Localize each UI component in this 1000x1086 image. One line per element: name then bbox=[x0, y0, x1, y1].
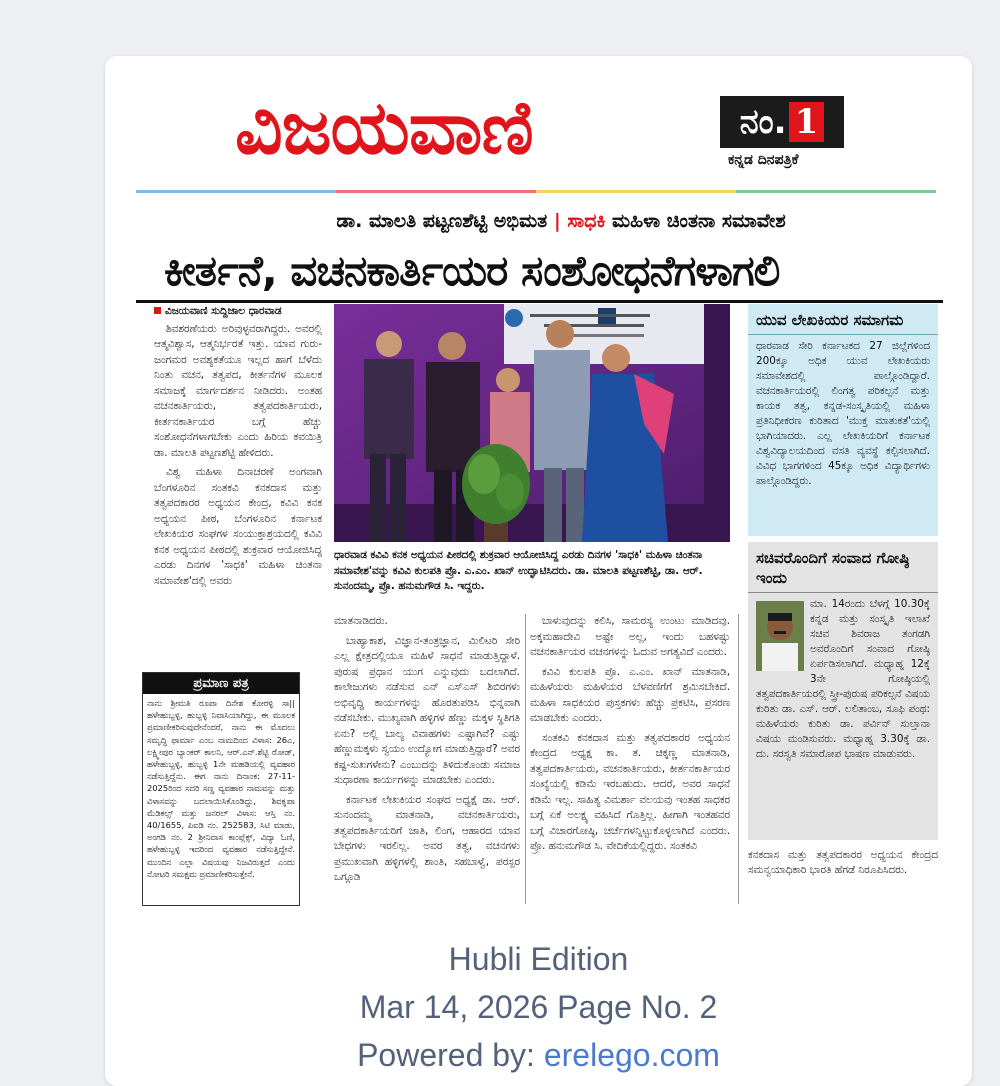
affidavit-title: ಪ್ರಮಾಣ ಪತ್ರ bbox=[143, 673, 299, 694]
badge-subtitle: ಕನ್ನಡ ದಿನಪತ್ರಿಕೆ bbox=[728, 152, 799, 168]
article-column-2 bbox=[334, 614, 520, 904]
photo-caption: ಧಾರವಾಡ ಕವಿವಿ ಕನಕ ಅಧ್ಯಯನ ಪೀಠದಲ್ಲಿ ಶುಕ್ರವಾರ ಆಯೋಜಿಸಿದ್ದ ಎರಡು ದಿನಗಳ 'ಸಾಧಕಿ' ಮಹಿಳಾ ಚಿಂತನಾ ಸಮಾವೇಶ'ವನ್ನು ಕವಿವಿ ಕುಲಪತಿ ಪ್ರೊ. ಎ.ಎಂ. ಖಾನ್ ಉದ್ಘಾಟಿಸಿದರು. ಡಾ. ಮಾಲತಿ ಪಟ್ಟಣಶೆಟ್ಟಿ, ಡಾ. ಆರ್. ಸುನಂದಮ್ಮ, ಪ್ರೊ. ಹನುಮಗೌಡ ಸಿ. ಇದ್ದರು. bbox=[334, 549, 703, 592]
edition-date-page: Mar 14, 2026 Page No. 2 bbox=[359, 989, 718, 1025]
badge-number: 1 bbox=[789, 102, 825, 142]
powered-prefix: Powered by: bbox=[357, 1037, 544, 1073]
masthead-color-rule bbox=[136, 190, 936, 193]
sidebar-box-title: ಯುವ ಲೇಖಕಿಯರ ಸಮಾಗಮ bbox=[748, 304, 938, 335]
paragraph: ಸಂತಕವಿ ಕನಕದಾಸ ಮತ್ತು ತತ್ವಪದಕಾರರ ಅಧ್ಯಯನ ಕೇಂದ್ರದ ಅಧ್ಯಕ್ಷ ಕಾ. ತ. ಚಿಕ್ಕಣ್ಣ ಮಾತನಾಡಿ, ತತ್ವಪದಕಾರ್ತಿಯರು, ವಚನಕಾರ್ತಿಯರು, ಕೀರ್ತನಕಾರ್ತಿಯರ ಸಂಖ್ಯೆಯಲ್ಲಿ ಕಡಿಮೆ ಇರಬಹುದು. ಆದರೆ, ಅವರ ಸಾಧನೆ ಕಡಿಮೆ ಇಲ್ಲ. ಸಾಹಿತ್ಯ ವಿಮರ್ಶಾ ವಲಯವು ಇಂತಹ ಸಾಧಕರ ಬಗ್ಗೆ ಏಕೆ ಅಲಕ್ಷ್ಯ ವಹಿಸಿದೆ ಗೊತ್ತಿಲ್ಲ. ಹೀಗಾಗಿ ಇಂತಹವರ ಬಗ್ಗೆ ವಿಚಾರಗೋಷ್ಠಿ, ಚರ್ಚೆಗಳನ್ನಿಟ್ಟುಕೊಳ್ಳಲಾಗಿದೆ ಎಂದರು. ಪ್ರೊ. ಹನುಮಗೌಡ ಸಿ. ವೇದಿಕೆಯಲ್ಲಿದ್ದರು. ಸಂತಕವಿ bbox=[530, 731, 730, 852]
sidebar-box-young-writers bbox=[748, 304, 938, 536]
minister-portrait bbox=[756, 601, 804, 671]
paragraph: ಶಿವಶರಣೆಯರು ಅರಿವುಳ್ಳವರಾಗಿದ್ದರು. ಅವರಲ್ಲಿ ಆತ್ಮವಿಶ್ವಾಸ, ಆತ್ಮನಿರ್ಭರತೆ ಇತ್ತು. ಯಾವ ಗುರು-ಜಂಗಮರ ಅವಶ್ಯಕತೆಯೂ ಇಲ್ಲದ ಹಾಗೆ ಬೆಳೆದು ನಿಂತು ವಚನ, ತತ್ವಪದ, ಕೀರ್ತನೆಗಳ ಮೂಲಕ ಸಮಾಜಕ್ಕೆ ಮಾರ್ಗದರ್ಶನ ನೀಡಿದರು. ಅಂತಹ ವಚನಕಾರ್ತಿಯರು, ತತ್ವಪದಕಾರ್ತಿಯರು, ಕೀರ್ತನಕಾರ್ತಿಯರ ಬಗ್ಗೆ ಹೆಚ್ಚು ಸಂಶೋಧನೆಗಳಾಗಬೇಕು ಎಂದು ಹಿರಿಯ ಕವಯಿತ್ರಿ ಡಾ. ಮಾಲತಿ ಪಟ್ಟಣಶೆಟ್ಟಿ ಹೇಳಿದರು. bbox=[154, 322, 322, 459]
sidebar-box-minister-talk bbox=[748, 542, 938, 840]
byline-marker-icon bbox=[154, 307, 161, 314]
column-divider bbox=[738, 614, 739, 904]
paragraph: ಬಾಹ್ಯಾಕಾಶ, ವಿಜ್ಞಾನ-ತಂತ್ರಜ್ಞಾನ, ಮಿಲಿಟರಿ ಸೇರಿ ಎಲ್ಲ ಕ್ಷೇತ್ರದಲ್ಲಿಯೂ ಮಹಿಳೆ ಸಾಧನೆ ಮಾಡುತ್ತಿದ್ದಾಳೆ. ಪುರುಷ ಪ್ರಧಾನ ಯುಗ ಎನ್ನುವುದು ಬದಲಾಗಿದೆ. ಕಾಲೇಜುಗಳು ನಡೆಸುವ ಎನ್ ಎಸ್‌ಎಸ್ ಶಿಬಿರಗಳು ಅಭಿವೃದ್ಧಿ ಕಾರ್ಯಗಳನ್ನು ಹೊರತುಪಡಿಸಿ ಭಿನ್ನವಾಗಿ ನಡೆಸಬೇಕು. ಮುಖ್ಯವಾಗಿ ಹಳ್ಳಿಗಳ ಹೆಣ್ಣು ಮಕ್ಕಳ ಸ್ಥಿತಿಗತಿ ಏನು? ಅಲ್ಲಿ ಬಾಲ್ಯ ವಿವಾಹಗಳು ಎಷ್ಟಾಗಿವೆ? ಎಷ್ಟು ಹೆಣ್ಣುಮಕ್ಕಳು ಸ್ವಯಂ ಉದ್ಯೋಗ ಮಾಡುತ್ತಿದ್ದಾರೆ? ಅವರ ಕಷ್ಟ-ಸುಖಗಳೇನು? ಎಂಬುದನ್ನು ತಿಳಿದುಕೊಂಡು ಸಮಾಜ ಸುಧಾರಣಾ ಕಾರ್ಯಗಳನ್ನು ಮಾಡಬೇಕು ಎಂದರು. bbox=[334, 634, 520, 786]
article-kicker bbox=[236, 210, 886, 232]
kicker-part2: ಮಹಿಳಾ ಚಿಂತನಾ ಸಮಾವೇಶ bbox=[612, 210, 786, 232]
kicker-part1: ಡಾ. ಮಾಲತಿ ಪಟ್ಟಣಶೆಟ್ಟಿ ಅಭಿಮತ bbox=[336, 210, 548, 232]
edition-footer bbox=[105, 935, 972, 1079]
no1-badge bbox=[720, 96, 844, 148]
edition-name: Hubli Edition bbox=[448, 941, 629, 977]
event-photo bbox=[334, 304, 730, 542]
sidebar-lead: ಮಾ. 14ರಂದು ಬೆಳಗ್ಗೆ 10.30ಕ್ಕೆ ಕನ್ನಡ ಮತ್ತು ಸಂಸ್ಕೃತಿ ಇಲಾಖೆ ಸಚಿವ ಶಿವರಾಜ ತಂಗಡಗಿ ಅವರೊಂದಿಗೆ ಸಂವಾದ ಗೋಷ್ಠಿ ಏರ್ಪಡಿಸಲಾಗಿದೆ. ಮಧ್ಯಾಹ್ನ 12ಕ್ಕೆ 3ನೇ ಗೋಷ್ಠಿಯಲ್ಲಿ ತತ್ವಪದಕಾರ್ತಿಯರಲ್ಲಿ ಸ್ತ್ರೀ-ಪುರುಷ ಪರಿಕಲ್ಪನೆ ವಿಷಯ ಕುರಿತು ಡಾ. ಎಸ್. ಆರ್. ಲಲಿತಾಂಬ, ಸೂಫಿ ಪಂಥ: ಮಹಿಳೆಯರು ಕುರಿತು ಡಾ. ಪರ್ವಿನ್ ಸುಲ್ತಾನಾ ವಿಷಯ ಮಂಡಿಸುವರು. ಮಧ್ಯಾಹ್ನ 3.30ಕ್ಕೆ ಡಾ. ದು. ಸರಸ್ವತಿ ಸಮಾರೋಪ ಭಾಷಣ ಮಾಡುವರು. bbox=[756, 598, 930, 760]
affidavit-body: ನಾನು ಶ್ರೀಮತಿ ರೂಪಾ ದಿನೇಶ ಕೋರಳ್ಳಿ ಸಾ|| ಹಳೇಹುಬ್ಬಳ್ಳಿ, ಹುಬ್ಬಳ್ಳಿ ನಿವಾಸಿಯಾಗಿದ್ದು, ಈ ಮೂಲಕ ಪ್ರಮಾಣೀಕರಿಸುವುದೇನೆಂದರೆ, ನಾನು ಈ ಮೊದಲು ಸಮೃದ್ಧಿ ಫಾರ್ಮಾ ಎಂಬ ನಾಮದಿಂದ ವಿಳಾಸ: 26ಎ, ಲಕ್ಷ್ಮೀಪುರ ಬ್ಯಾಂಕರ್ ಕಾಲನಿ, ಆರ್.ಎನ್.ಶೆಟ್ಟಿ ರೋಡ್, ಹಳೇಹುಬ್ಬಳ್ಳಿ, ಹುಬ್ಬಳ್ಳಿ 1ನೇ ಮಹಡಿಯಲ್ಲಿ ವ್ಯವಹಾರ ನಡೆಸುತ್ತಿದ್ದೆನು. ಈಗ ನಾನು ದಿನಾಂಕ: 27-11-2025ರಿಂದ ಸದರಿ ಸಣ್ಣ ವ್ಯವಹಾರ ನಾಮವನ್ನು ಮತ್ತು ವಿಳಾಸವನ್ನು ಬದಲಾಯಿಸಿಕೊಂಡಿದ್ದು, ಶಿವಕೃಪಾ ಮೆಡಿಕಲ್ಸ್ ಮತ್ತು ಜನರಲ್ ವಿಳಾಸ: ಆಸ್ತಿ ನಂ. 40/1655, ಪಿಐಡಿ ನಂ. 252583, ಸಿಟಿ ಮಾಡು, ಅಂಗಡಿ ನಂ. 2 ಶ್ರೀನಿವಾಸ ಕಾಂಪ್ಲೆಕ್ಸ್, ವಿದ್ಯಾ ಓಣಿ, ಹಳೇಹುಬ್ಬಳ್ಳಿ ಇದರಿಂದ ವ್ಯವಹಾರ ನಡೆಸುತ್ತಿದ್ದೇನೆ. ಮುಂದಿನ ಎಲ್ಲಾ ವಿಷಯವು ನಿಜವಿರುತ್ತದೆ ಎಂದು ನೋಟರಿ ಸಮಕ್ಷಮ ಪ್ರಮಾಣೀಕರಿಸುತ್ತೇನೆ. bbox=[147, 698, 295, 879]
portrait-illustration bbox=[756, 601, 804, 671]
paragraph: ಕವಿವಿ ಕುಲಪತಿ ಪ್ರೊ. ಎ.ಎಂ. ಖಾನ್ ಮಾತನಾಡಿ, ಮಹಿಳೆಯರು ಮಹಿಳೆಯರ ಬೆಳವಣಿಗೆಗೆ ಶ್ರಮಿಸಬೇಕಿದೆ. ಮಹಿಳಾ ಸಾಧಕಿಯರ ಪುಸ್ತಕಗಳು ಹೆಚ್ಚು ಪ್ರಕಟಿಸಿ, ಪ್ರಸರಣ ಮಾಡಬೇಕು ಎಂದರು. bbox=[530, 665, 730, 724]
article-headline: ಕೀರ್ತನೆ, ವಚನಕಾರ್ತಿಯರ ಸಂಶೋಧನೆಗಳಾಗಲಿ bbox=[164, 246, 780, 295]
paragraph: ಕರ್ನಾಟಕ ಲೇಖಕಿಯರ ಸಂಘದ ಅಧ್ಯಕ್ಷೆ ಡಾ. ಆರ್. ಸುನಂದಮ್ಮ ಮಾತನಾಡಿ, ವಚನಕಾರ್ತಿಯರು, ತತ್ವಪದಕಾರ್ತಿಯರಿಗೆ ಜಾತಿ, ಲಿಂಗ, ಆಹಾರದ ಯಾವ ಬೇಧಗಳು ಇರಲಿಲ್ಲ. ಅವರ ತತ್ವ, ವಚನಗಳು ಪ್ರಮುಖವಾಗಿ ಹಳ್ಳಿಗಳಲ್ಲಿ ಶಾಂತಿ, ಸಹಬಾಳ್ವೆ, ಪರಸ್ಪರ ಒಗ್ಗೂಡಿ bbox=[334, 793, 520, 883]
column-divider bbox=[525, 614, 526, 904]
newspaper-logo-title: ವಿಜಯವಾಣಿ bbox=[235, 85, 533, 171]
article-column-1 bbox=[154, 304, 322, 654]
paragraph: ಮಾತನಾಡಿದರು. bbox=[334, 615, 388, 627]
badge-prefix: ನಂ. bbox=[739, 102, 787, 142]
byline-text: ವಿಜಯವಾಣಿ ಸುದ್ದಿಜಾಲ ಧಾರವಾಡ bbox=[165, 305, 282, 317]
affidavit-notice bbox=[142, 672, 300, 906]
sidebar-box-body: ಧಾರವಾಡ ಸೇರಿ ಕರ್ನಾಟಕದ 27 ಜಿಲ್ಲೆಗಳಿಂದ 200ಕ್ಕೂ ಅಧಿಕ ಯುವ ಲೇಖಕಿಯರು ಸಮಾವೇಶದಲ್ಲಿ ಪಾಲ್ಗೊಂಡಿದ್ದಾರೆ. ವಚನಕಾರ್ತಿಯರಲ್ಲಿ ಲಿಂಗತ್ವ ಪರಿಕಲ್ಪನೆ ಮತ್ತು ಕಾಯಕ ತತ್ವ, ಕನ್ನಡ-ಸಂಸ್ಕೃತಿಯಲ್ಲಿ ಮಹಿಳಾ ಪ್ರತಿನಿಧೀಕರಣ ಕುರಿತಾದ 'ಮುಕ್ತ ಮಾತುಕತೆ'ಯಲ್ಲಿ ಭಾಗಿಯಾದರು. ಎಲ್ಲ ಲೇಖಕಿಯರಿಗೆ ಕರ್ನಾಟಕ ವಿಶ್ವವಿದ್ಯಾಲಯದಿಂದ ವಸತಿ ವ್ಯವಸ್ಥೆ ಕಲ್ಪಿಸಲಾಗಿದೆ. ವಿವಿಧ ಭಾಗಗಳಿಂದ 45ಕ್ಕೂ ಅಧಿಕ ವಿದ್ಯಾರ್ಥಿಗಳು ಪಾಲ್ಗೊಂಡಿದ್ದರು. bbox=[756, 340, 930, 487]
kicker-red: ಸಾಧಕಿ bbox=[567, 210, 606, 232]
article-clipping[interactable] bbox=[136, 196, 943, 908]
article-column-3 bbox=[530, 614, 730, 904]
event-photo-illustration bbox=[334, 304, 730, 542]
sidebar-box-body bbox=[748, 593, 938, 766]
sidebar-box-title: ಸಚಿವರೊಂದಿಗೆ ಸಂವಾದ ಗೋಷ್ಠಿ ಇಂದು bbox=[748, 542, 938, 593]
article-byline bbox=[154, 304, 322, 320]
sidebar-after-text: ಕನಕದಾಸ ಮತ್ತು ತತ್ವಪದಕಾರರ ಅಧ್ಯಯನ ಕೇಂದ್ರದ ಸಮನ್ವಯಾಧಿಕಾರಿ ಭಾರತಿ ಹೆಗಡೆ ನಿರೂಪಿಸಿದರು. bbox=[748, 849, 938, 876]
paragraph: ಬಾಳುವುದನ್ನು ಕಲಿಸಿ, ಸಾಮರಸ್ಯ ಉಂಟು ಮಾಡಿದವು. ಅಕ್ಕಮಹಾದೇವಿ ಅಷ್ಟೇ ಅಲ್ಲ, ಇಂದು ಬಹಳಷ್ಟು ವಚನಕಾರ್ತಿಯರ ವಚನಗಳನ್ನು ಓದುವ ಅಗತ್ಯವಿದೆ ಎಂದರು. bbox=[530, 615, 730, 658]
headline-rule bbox=[136, 300, 943, 303]
kicker-separator: | bbox=[553, 210, 561, 232]
masthead bbox=[128, 72, 948, 190]
erelego-link[interactable]: erelego.com bbox=[543, 1037, 720, 1073]
paragraph: ವಿಶ್ವ ಮಹಿಳಾ ದಿನಾಚರಣೆ ಅಂಗವಾಗಿ ಬೆಂಗಳೂರಿನ ಸಂತಕವಿ ಕನಕದಾಸ ಮತ್ತು ತತ್ವಪದಕಾರರ ಅಧ್ಯಯನ ಕೇಂದ್ರ, ಕವಿವಿ ಕನಕ ಅಧ್ಯಯನ ಪೀಠ, ಬೆಂಗಳೂರಿನ ಕರ್ನಾಟಕ ಲೇಖಕಿಯರ ಸಂಘಗಳ ಸಂಯುಕ್ತಾಶ್ರಯದಲ್ಲಿ ಕವಿವಿ ಕನಕ ಅಧ್ಯಯನ ಪೀಠದಲ್ಲಿ ಶುಕ್ರವಾರ ಆಯೋಜಿಸಿದ್ದ ಎರಡು ದಿನಗಳ 'ಸಾಧಕಿ' ಮಹಿಳಾ ಚಿಂತನಾ ಸಮಾವೇಶ'ದಲ್ಲಿ ಅವರು bbox=[154, 466, 322, 587]
powered-by bbox=[105, 1031, 972, 1079]
